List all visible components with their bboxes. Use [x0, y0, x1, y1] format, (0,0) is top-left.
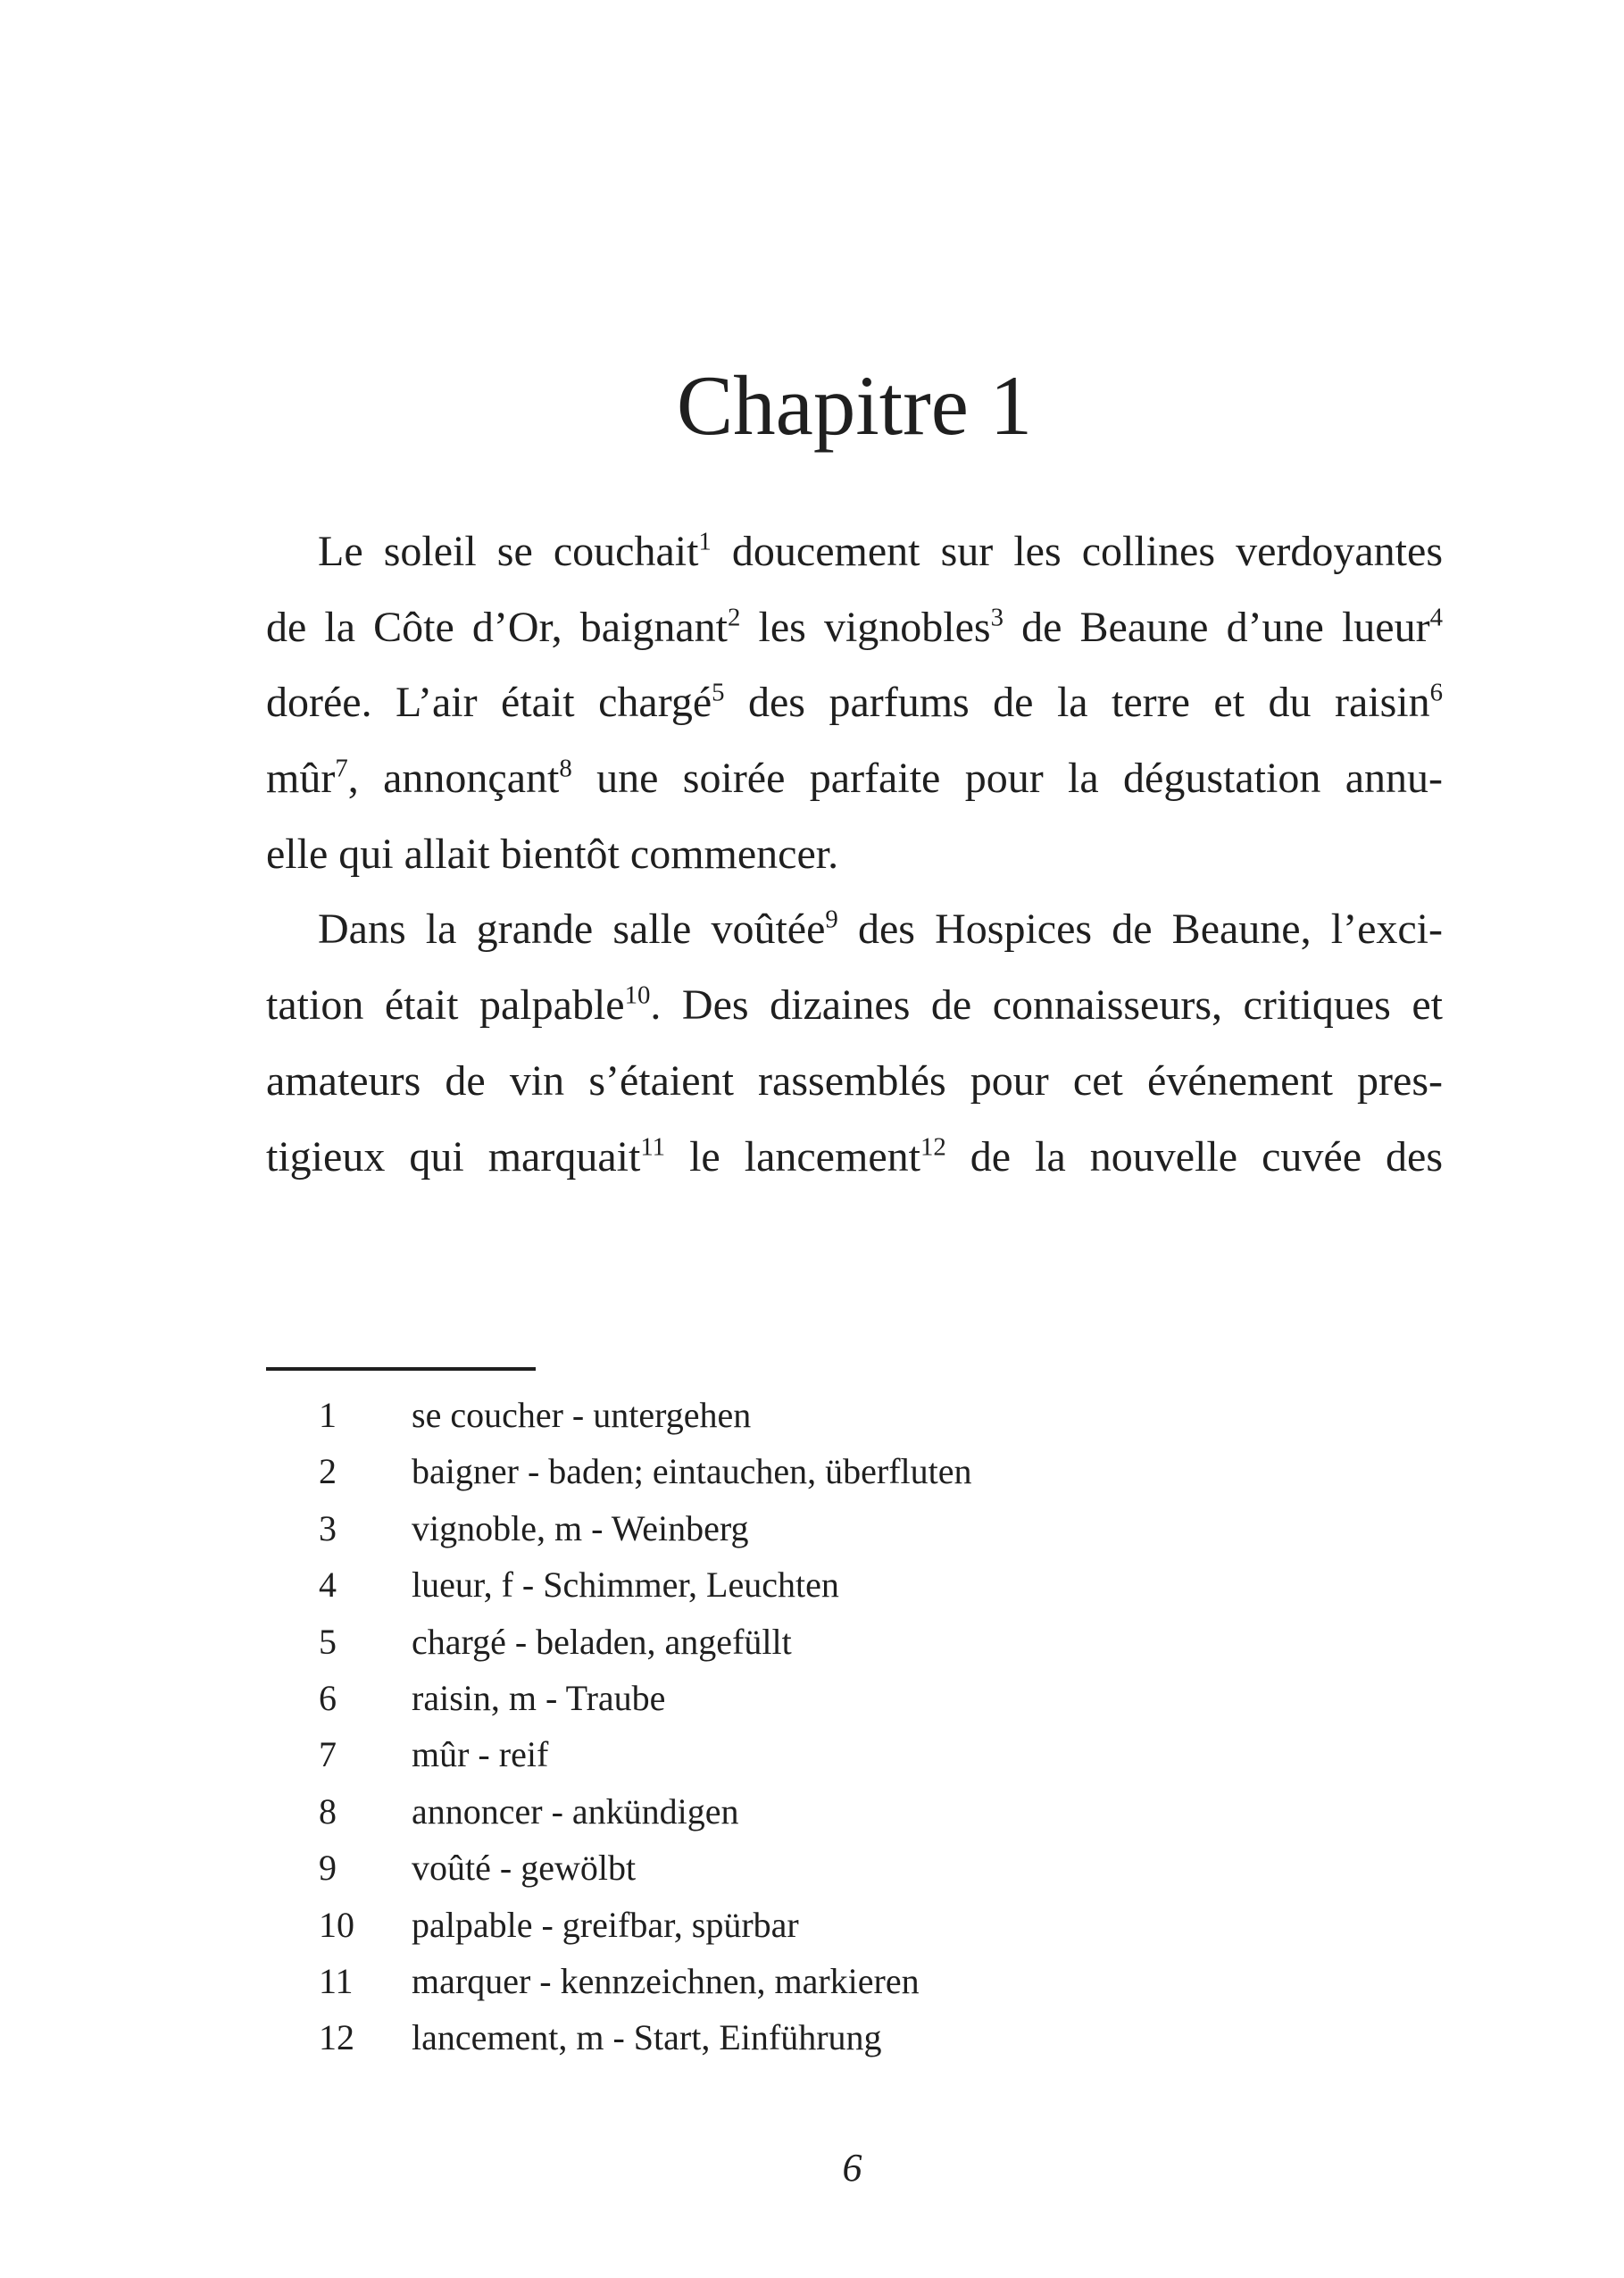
text-segment: elle qui allait bientôt commencer.	[266, 830, 839, 878]
footnote-item	[266, 1500, 972, 1556]
footnote-item	[266, 1840, 972, 1896]
footnote-marker[interactable]: 8	[559, 754, 572, 783]
footnote-number: 7	[319, 1734, 337, 1775]
footnote-number: 10	[319, 1904, 354, 1945]
page-number: 6	[842, 2146, 862, 2190]
footnote-number: 8	[319, 1790, 337, 1832]
text-segment: Dans la grande salle voûtée	[318, 905, 826, 954]
footnote-marker[interactable]: 5	[712, 679, 725, 708]
body-text	[266, 514, 1443, 1195]
text-line	[266, 817, 1443, 893]
footnote-text: marquer - kennzeichnen, markieren	[412, 1960, 920, 2001]
text-segment: tigieux qui marquait	[266, 1132, 641, 1181]
footnote-item	[266, 1726, 972, 1782]
footnote-text: vignoble, m - Weinberg	[412, 1507, 749, 1548]
text-line	[266, 1120, 1443, 1196]
footnote-marker[interactable]: 1	[698, 527, 712, 556]
text-segment: le lancement	[665, 1132, 920, 1181]
chapter-title: Chapitre 1	[676, 358, 1033, 453]
footnote-number: 9	[319, 1848, 337, 1889]
footnote-marker[interactable]: 10	[624, 980, 651, 1010]
footnote-number: 2	[319, 1451, 337, 1492]
footnote-item	[266, 1556, 972, 1613]
footnote-text: raisin, m - Traube	[412, 1677, 666, 1718]
text-line	[266, 1044, 1443, 1120]
footnote-marker[interactable]: 7	[335, 754, 348, 783]
footnote-marker[interactable]: 12	[920, 1132, 946, 1162]
text-segment: , annonçant	[347, 755, 560, 803]
text-segment: mûr	[266, 755, 336, 803]
footnote-item	[266, 1953, 972, 2009]
footnote-text: palpable - greifbar, spürbar	[412, 1904, 799, 1945]
footnote-number: 3	[319, 1507, 337, 1548]
text-line	[266, 892, 1443, 968]
footnote-text: mûr - reif	[412, 1734, 549, 1775]
text-segment: amateurs de vin s’étaient rassemblés pour cet événement pres-	[266, 1056, 1443, 1105]
text-segment: Le soleil se couchait	[318, 528, 699, 575]
text-segment: des Hospices de Beaune, l’exci-	[837, 905, 1444, 954]
text-segment: de Beaune d’une lueur	[1004, 603, 1430, 651]
text-segment: tation était palpable	[266, 981, 625, 1030]
footnote-item	[266, 2009, 972, 2065]
footnote-marker[interactable]: 3	[990, 603, 1004, 632]
text-line	[266, 590, 1443, 666]
footnote-text: se coucher - untergehen	[412, 1395, 752, 1435]
footnote-text: voûté - gewölbt	[412, 1848, 637, 1889]
text-segment: de la nouvelle cuvée des	[945, 1132, 1444, 1181]
footnote-item	[266, 1670, 972, 1726]
text-segment: les vignobles	[740, 603, 991, 651]
footnote-text: baigner - baden; eintauchen, überfluten	[412, 1451, 972, 1492]
footnote-number: 5	[319, 1621, 337, 1662]
footnote-number: 6	[319, 1677, 337, 1718]
footnote-text: annoncer - ankündigen	[412, 1790, 739, 1832]
text-segment: doucement sur les collines verdoyantes	[711, 528, 1443, 575]
footnote-item	[266, 1614, 972, 1670]
text-line	[266, 514, 1443, 590]
text-segment: une soirée parfaite pour la dégustation annu-	[571, 755, 1444, 803]
footnote-marker[interactable]: 2	[728, 603, 741, 632]
footnote-item	[266, 1897, 972, 1953]
text-line	[266, 665, 1443, 741]
footnote-marker[interactable]: 9	[825, 905, 838, 935]
footnote-item	[266, 1783, 972, 1840]
footnote-number: 4	[319, 1565, 337, 1606]
footnote-marker[interactable]: 4	[1429, 603, 1443, 632]
footnote-number: 12	[319, 2017, 354, 2058]
footnote-divider	[266, 1367, 536, 1371]
text-segment: de la Côte d’Or, baignant	[266, 603, 729, 651]
text-line	[266, 741, 1443, 817]
text-line	[266, 968, 1443, 1044]
text-segment: des parfums de la terre et du raisin	[724, 679, 1430, 727]
footnote-number: 11	[319, 1960, 354, 2001]
footnote-item	[266, 1387, 972, 1443]
text-segment: . Des dizaines de connaisseurs, critiques et	[650, 981, 1444, 1030]
footnote-text: lancement, m - Start, Einführung	[412, 2017, 882, 2058]
text-segment: dorée. L’air était chargé	[266, 679, 712, 727]
footnotes	[266, 1387, 972, 2066]
footnote-text: lueur, f - Schimmer, Leuchten	[412, 1565, 839, 1606]
footnote-marker[interactable]: 6	[1429, 679, 1444, 708]
footnote-marker[interactable]: 11	[640, 1132, 666, 1162]
footnote-text: chargé - beladen, angefüllt	[412, 1621, 792, 1662]
footnote-number: 1	[319, 1395, 337, 1435]
footnote-item	[266, 1443, 972, 1499]
